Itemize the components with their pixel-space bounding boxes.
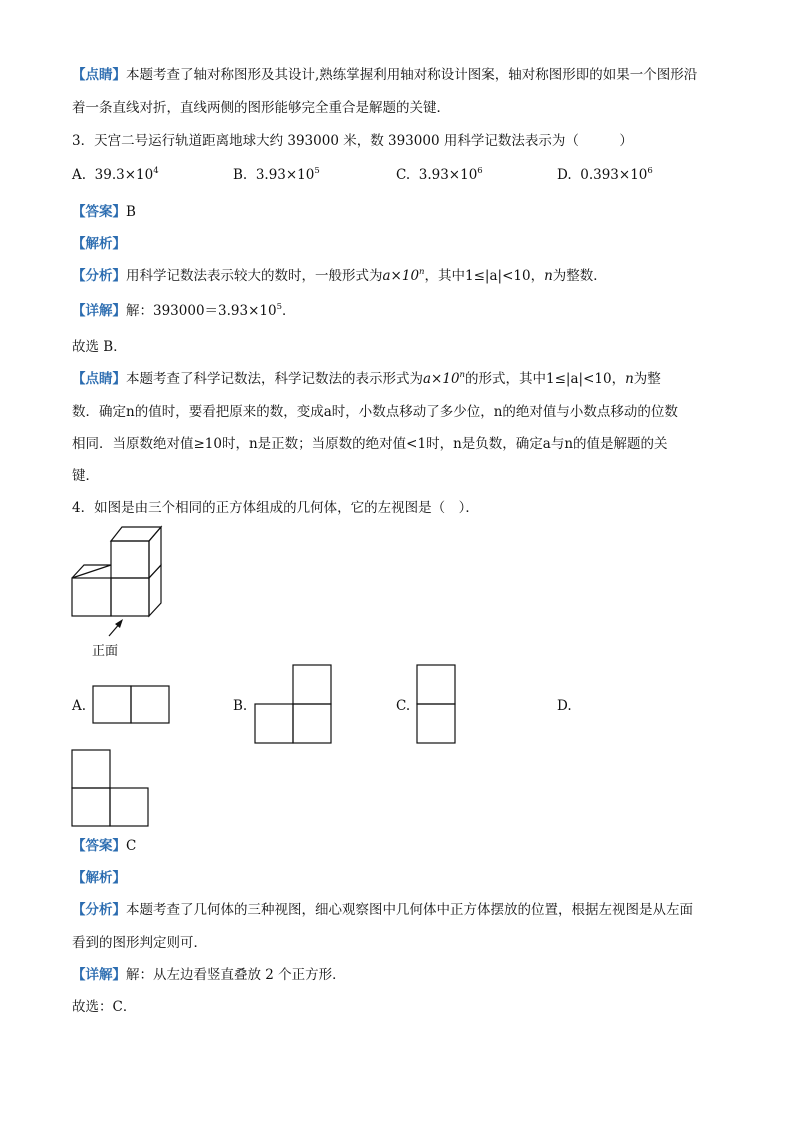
point-paragraph-line-1: 【点睛】本题考查了轴对称图形及其设计,熟练掌握利用轴对称设计图案，轴对称图形即的如果一个图形沿 (72, 67, 698, 83)
option-a-figure (93, 686, 169, 723)
q4-analysis-tag: 【解析】 (72, 870, 126, 886)
q4-analysis-line-1: 【分析】本题考查了几何体的三种视图，细心观察图中几何体中正方体摆放的位置，根据左视图是从左面 (72, 902, 693, 918)
q3-point-line-4: 键． (72, 468, 99, 484)
q3-point-line-3: 相同．当原数绝对值≥10时，n是正数；当原数的绝对值<1时，n是负数，确定a与n的值是解题的关 (72, 436, 668, 452)
q3-choose-line: 故选 B． (72, 339, 127, 355)
option-c-figure (417, 665, 455, 743)
q3-option-b: B. $3.93\times 10^5$ (233, 166, 320, 183)
q4-choose-line: 故选：C． (72, 999, 137, 1015)
point-paragraph-line-2: 着一条直线对折，直线两侧的图形能够完全重合是解题的关键． (72, 100, 450, 116)
point-tag: 【点睛】 (72, 67, 126, 83)
q3-option-d: D. $0.393\times 10^6$ (557, 166, 653, 183)
question-4-stem: 4．如图是由三个相同的正方体组成的几何体，它的左视图是（ ）． (72, 500, 479, 516)
front-label: 正面 (92, 644, 119, 659)
q4-analysis-line-2: 看到的图形判定则可． (72, 935, 207, 951)
q3-analysis-line: 【分析】用科学记数法表示较大的数时，一般形式为$a\times 10^n$，其中1≤|a|<10，n为整数． (72, 267, 607, 284)
option-d-figure (72, 750, 148, 826)
q3-option-a: A. $39.3\times 10^4$ (72, 166, 159, 183)
q3-analysis-tag: 【解析】 (72, 236, 126, 252)
q3-detail-line: 【详解】解：$393000=3.93\times 10^5$． (72, 302, 296, 319)
q4-option-c-label: C. (396, 698, 411, 714)
answer-tag: 【答案】 (72, 204, 126, 220)
q3-point-line-2: 数．确定n的值时，要看把原来的数，变成a时，小数点移动了多少位，n的绝对值与小数点移动的位数 (72, 404, 678, 420)
q3-answer-line: 【答案】B (72, 204, 136, 220)
q4-option-b-label: B. (233, 698, 248, 714)
q3-option-c: C. $3.93\times 10^6$ (396, 166, 483, 183)
question-3-stem: 3．天宫二号运行轨道距离地球大约 393000 米，数 393000 用科学记数法表示为（ ） (72, 133, 633, 149)
q4-option-a-label: A. (72, 698, 87, 714)
q4-detail-line: 【详解】解：从左边看竖直叠放 2 个正方形． (72, 967, 346, 983)
q4-option-d-label: D. (557, 698, 572, 714)
q3-point-line-1: 【点睛】本题考查了科学记数法，科学记数法的表示形式为$a\times 10^n$的形式，其中1≤|a|<10，n为整 (72, 370, 661, 387)
option-b-figure (255, 665, 331, 743)
q4-answer-line: 【答案】C (72, 838, 137, 854)
